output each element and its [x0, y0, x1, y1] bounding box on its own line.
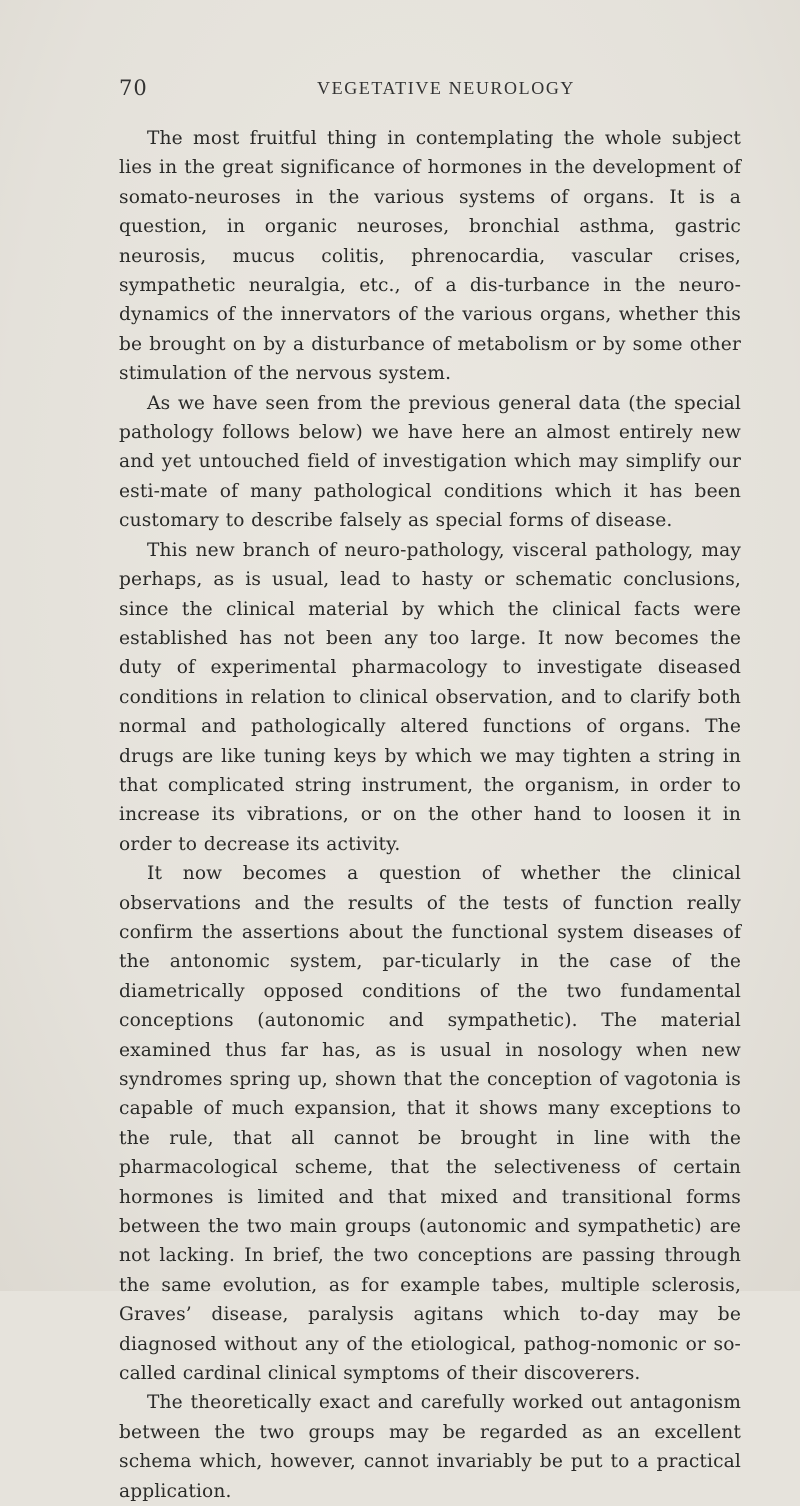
running-head: [119, 76, 739, 106]
body-text: [119, 124, 741, 1506]
running-title: VEGETATIVE NEUROLOGY: [317, 78, 576, 98]
paragraph: The theoretically exact and carefully worked out antagonism between the two groups may be regarded as an excellent schema which, however, cannot invariably be put to a practical application.: [119, 1392, 741, 1502]
paragraph: This new branch of neuro-pathology, visceral pathology, may perhaps, as is usual, lead to hasty or schematic conclusions, since the clinical material by which the clinical facts were established has not been any too large. It now becomes the duty of experimental pharmacology to investigate diseased conditions in relation to clinical observation, and to clarify both normal and pathologically altered functions of organs. The drugs are like tuning keys by which we may tighten a string in that complicated string instrument, the organism, in order to increase its vibrations, or on the other hand to loosen it in order to decrease its activity.: [119, 539, 741, 855]
page-number: 70: [119, 76, 148, 100]
paragraph: The most fruitful thing in contemplating the whole subject lies in the great significance of hormones in the development of somato-neuroses in the various systems of organs. It is a question, in organic neuroses, bronchial asthma, gastric neurosis, mucus colitis, phrenocardia, vascular crises, sympathetic neuralgia, etc., of a dis-turbance in the neuro-dynamics of the innervators of the various organs, whether this be brought on by a disturbance of metabolism or by some other stimulation of the nervous system.: [119, 128, 741, 385]
paragraph: It now becomes a question of whether the clinical observations and the results of the tests of function really confirm the assertions about the functional system diseases of the antonomic system, par-ticularly in the case of the diametrically opposed conditions of the two fundamental conceptions (autonomic and sympathetic). The material examined thus far has, as is usual in nosology when new syndromes spring up, shown that the conception of vagotonia is capable of much expansion, that it shows many exceptions to the rule, that all cannot be brought in line with the pharmacological scheme, that the selectiveness of certain hormones is limited and that mixed and transitional forms between the two main groups (autonomic and sympathetic) are not lacking. In brief, the two conceptions are passing through the same evolution, as for example tabes, multiple sclerosis, Graves’ disease, paralysis agitans which to-day may be diagnosed without any of the etiological, pathog-nomonic or so-called cardinal clinical symptoms of their discoverers.: [119, 863, 741, 1385]
paragraph: As we have seen from the previous general data (the special pathology follows below) we have here an almost entirely new and yet untouched field of investigation which may simplify our esti-mate of many pathological conditions which it has been customary to describe falsely as special forms of disease.: [119, 392, 741, 532]
